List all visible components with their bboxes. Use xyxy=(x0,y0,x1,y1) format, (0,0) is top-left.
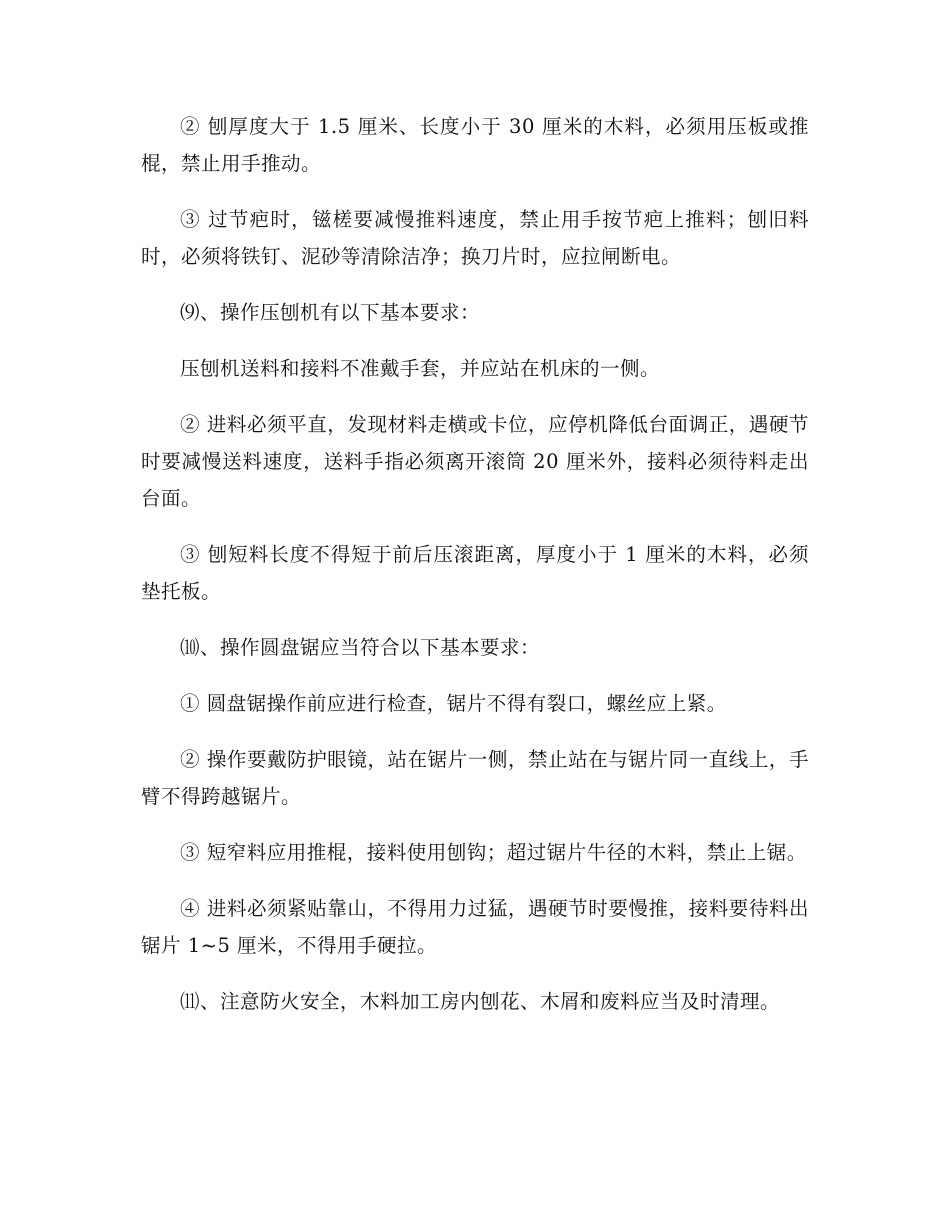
document-body xyxy=(141,108,809,1039)
paragraph-feeding-straight-rule: ② 进料必须平直，发现材料走横或卡位，应停机降低台面调正，遇硬节时要减慢送料速度，送料手指必须离开滚筒 20 厘米外，接料必须待料走出台面。 xyxy=(141,413,809,510)
paragraph-circular-saw-heading: ⑽、操作圆盘锯应当符合以下基本要求： xyxy=(180,636,541,659)
paragraph-saw-inspection-rule: ① 圆盘锯操作前应进行检查，锯片不得有裂口，螺丝应上紧。 xyxy=(180,692,727,715)
paragraph-fire-safety-rule: ⑾、注意防火安全，木料加工房内刨花、木屑和废料应当及时清理。 xyxy=(180,990,781,1013)
paragraph-eye-protection-rule: ② 操作要戴防护眼镜，站在锯片一侧，禁止站在与锯片同一直线上，手臂不得跨越锯片。 xyxy=(141,748,809,808)
paragraph-short-stock-rule: ③ 刨短料长度不得短于前后压滚距离，厚度小于 1 厘米的木料，必须垫托板。 xyxy=(141,543,809,603)
paragraph-knot-handling-rule: ③ 过节疤时，镃槎要减慢推料速度，禁止用手按节疤上推料；刨旧料时，必须将铁钉、泥砂等清除洁净；换刀片时，应拉闸断电。 xyxy=(141,208,809,268)
paragraph-feeding-fence-rule: ④ 进料必须紧贴靠山，不得用力过猛，遇硬节时要慢推，接料要待料出锯片 1~5 厘米，不得用手硬拉。 xyxy=(141,897,809,957)
paragraph-thickness-planer-heading: ⑼、操作压刨机有以下基本要求： xyxy=(180,301,481,324)
paragraph-planer-thickness-rule: ② 刨厚度大于 1.5 厘米、长度小于 30 厘米的木料，必须用压板或推棍，禁止用手推动。 xyxy=(141,115,809,175)
paragraph-feeding-gloves-rule: 压刨机送料和接料不准戴手套，并应站在机床的一侧。 xyxy=(180,357,661,380)
paragraph-push-stick-rule: ③ 短窄料应用推棍，接料使用刨钩；超过锯片牛径的木料，禁止上锯。 xyxy=(180,841,807,864)
